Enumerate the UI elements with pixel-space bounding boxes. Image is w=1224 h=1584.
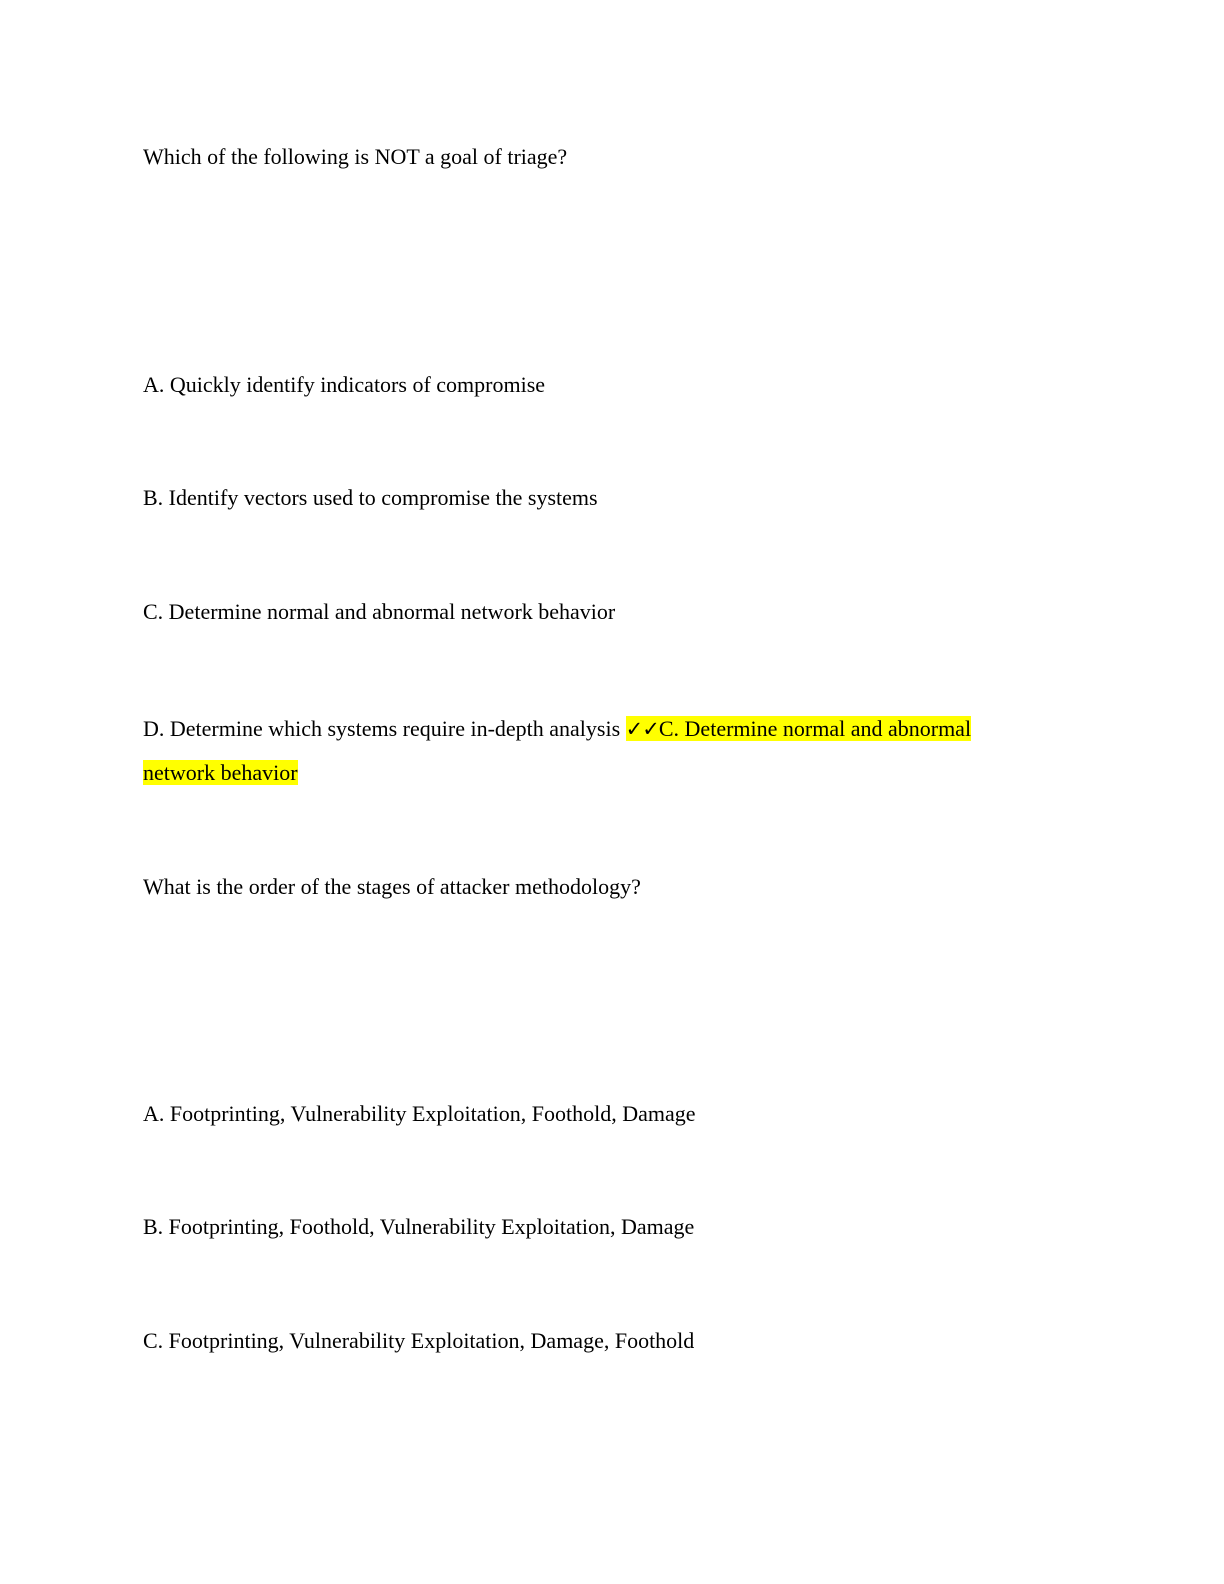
question-2-option-a: A. Footprinting, Vulnerability Exploitation, Foothold, Damage <box>143 1101 696 1126</box>
question-1-option-b: B. Identify vectors used to compromise the systems <box>143 485 598 510</box>
checkmark-icon: ✓✓ <box>625 717 659 741</box>
question-1-option-c: C. Determine normal and abnormal network behavior <box>143 599 616 624</box>
answer-text-line-1: C. Determine normal and abnormal <box>658 716 972 741</box>
question-1-prompt: Which of the following is NOT a goal of triage? <box>143 144 568 169</box>
question-1-option-d-line <box>143 716 971 742</box>
question-1-option-d: D. Determine which systems require in-depth analysis <box>143 716 621 741</box>
answer-continuation-line <box>143 760 298 786</box>
question-2-prompt: What is the order of the stages of attacker methodology? <box>143 874 641 899</box>
question-2-option-b: B. Footprinting, Foothold, Vulnerability Exploitation, Damage <box>143 1214 695 1239</box>
answer-text-line-2: network behavior <box>143 760 298 785</box>
question-2-option-c: C. Footprinting, Vulnerability Exploitation, Damage, Foothold <box>143 1328 695 1353</box>
question-1-option-a: A. Quickly identify indicators of compromise <box>143 372 546 397</box>
answer-highlight <box>626 716 971 741</box>
